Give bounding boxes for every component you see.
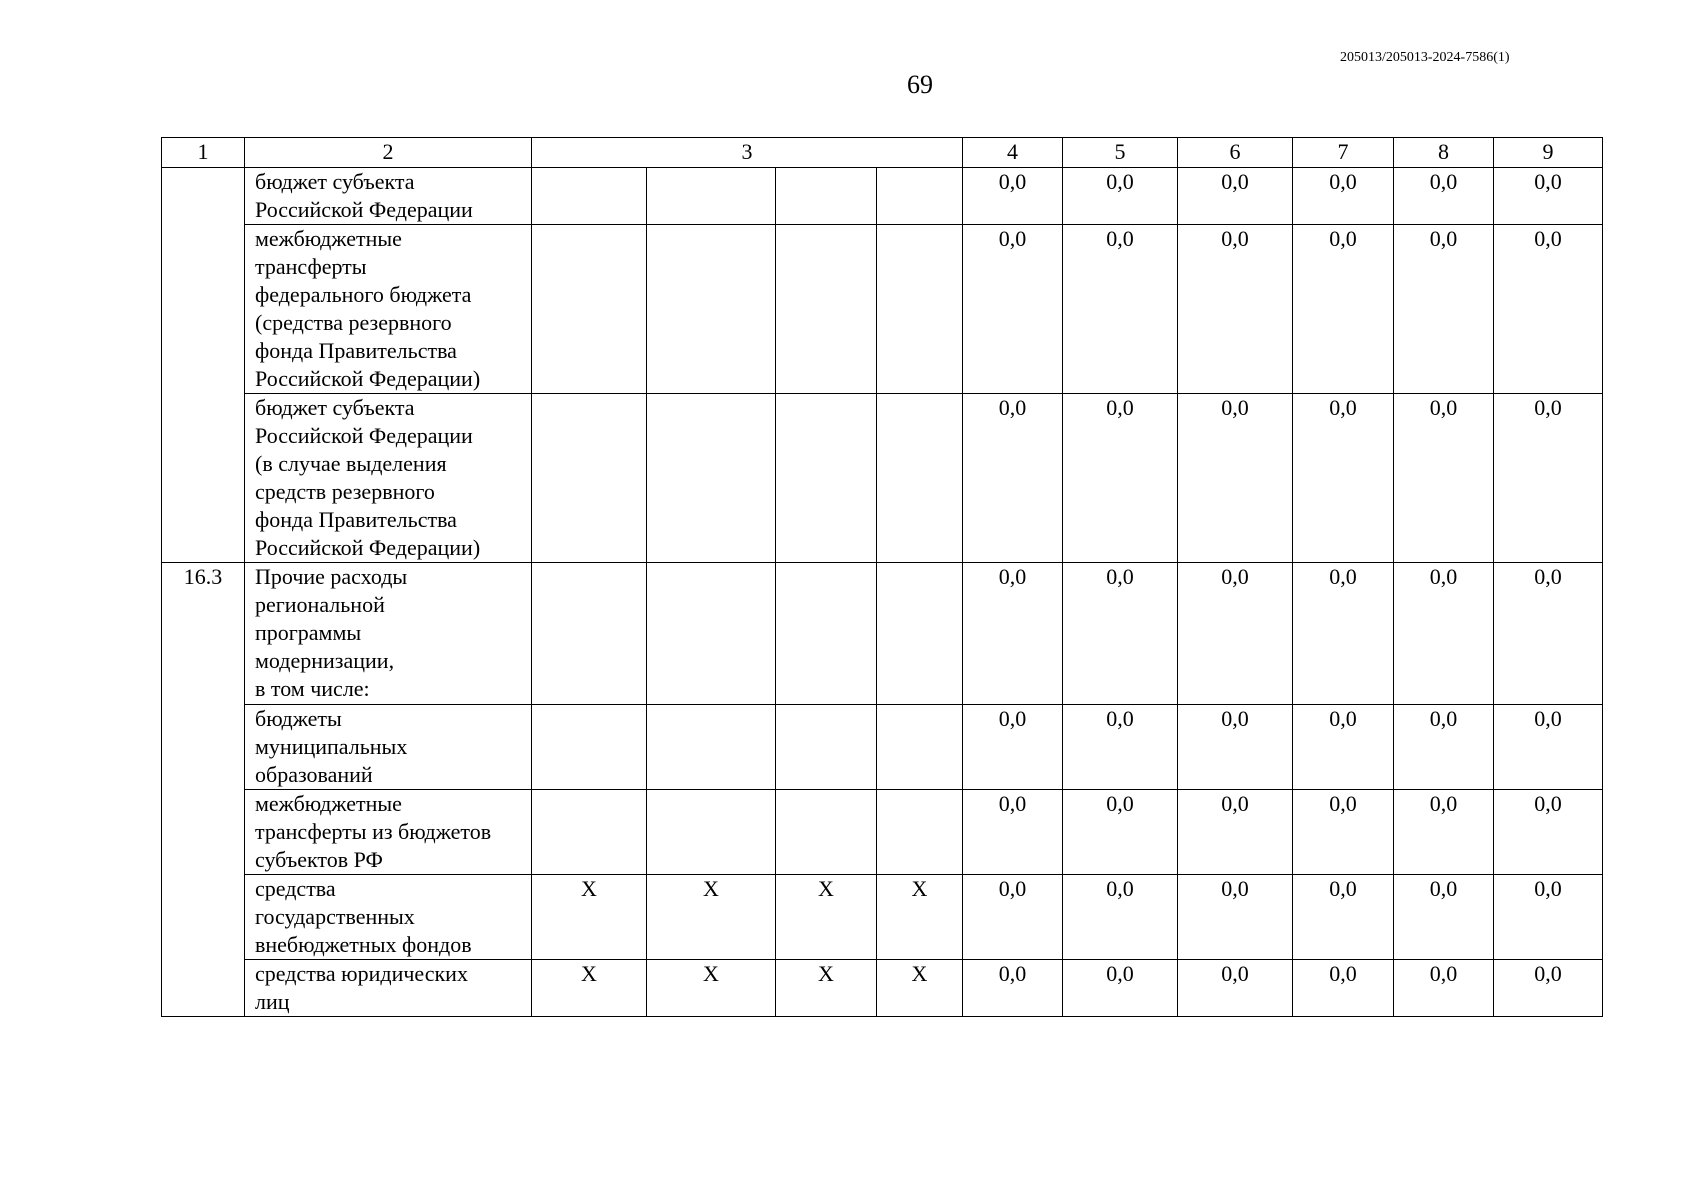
column-3-subcell [647,168,776,225]
value-cell-col-4 [963,225,1063,394]
value-cell-col-7 [1293,225,1394,394]
value-cell-col-7-text: 0,0 [1329,226,1357,251]
value-cell-col-4-text: 0,0 [998,791,1027,816]
value-cell-col-4-text: 0,0 [998,395,1027,420]
table-row [162,790,1603,875]
value-cell-col-6 [1178,394,1293,563]
table-row [162,705,1603,790]
column-3-subcell [877,394,963,563]
value-cell-col-7-text: 0,0 [1329,961,1357,986]
value-cell-col-6-text: 0,0 [1221,876,1249,901]
column-3-subcell-text: X [581,961,597,986]
column-header-4-text: 4 [1007,139,1018,164]
value-cell-col-9-text: 0,0 [1534,226,1562,251]
value-cell-col-5-text: 0,0 [1106,706,1134,731]
column-3-subcell [532,168,647,225]
value-cell-col-5-text: 0,0 [1106,169,1134,194]
page-number: 69 [907,70,933,99]
value-cell-col-6 [1178,168,1293,225]
value-cell-col-4-text: 0,0 [998,226,1027,251]
table-row [162,168,1603,225]
value-cell-col-9-text: 0,0 [1534,169,1562,194]
value-cell-col-5 [1063,960,1178,1017]
column-3-subcell [776,394,877,563]
column-3-subcell [647,563,776,705]
value-cell-col-6-text: 0,0 [1221,395,1249,420]
column-header-1 [162,138,245,168]
value-cell-col-5-text: 0,0 [1106,395,1134,420]
row-label-cell-text: бюджет субъекта Российской Федерации (в случае выделения средств резервного фонда Правительства Российской Федерации) [255,395,481,560]
value-cell-col-4 [963,168,1063,225]
value-cell-col-9 [1494,960,1603,1017]
column-3-subcell [776,960,877,1017]
column-3-subcell [877,168,963,225]
column-3-subcell [877,790,963,875]
column-3-subcell [776,225,877,394]
value-cell-col-7 [1293,563,1394,705]
column-3-subcell [877,225,963,394]
value-cell-col-8 [1394,563,1494,705]
column-3-subcell [776,168,877,225]
value-cell-col-4 [963,394,1063,563]
row-label-cell [245,563,532,705]
value-cell-col-4-text: 0,0 [998,169,1027,194]
row-label-cell-text: бюджет субъекта Российской Федерации [255,169,473,222]
value-cell-col-8-text: 0,0 [1429,169,1458,194]
value-cell-col-6 [1178,875,1293,960]
value-cell-col-9 [1494,225,1603,394]
column-3-subcell-text: X [911,876,928,901]
row-label-cell [245,960,532,1017]
value-cell-col-8 [1394,394,1494,563]
column-header-5 [1063,138,1178,168]
value-cell-col-5 [1063,705,1178,790]
value-cell-col-6-text: 0,0 [1221,961,1249,986]
value-cell-col-7 [1293,705,1394,790]
row-label-cell-text: межбюджетные трансферты федерального бюджета (средства резервного фонда Правительства Российской Федерации) [255,226,481,391]
column-3-subcell [647,225,776,394]
value-cell-col-9 [1494,563,1603,705]
column-header-1-text: 1 [197,139,209,164]
value-cell-col-8 [1394,875,1494,960]
value-cell-col-5 [1063,394,1178,563]
value-cell-col-6 [1178,225,1293,394]
value-cell-col-6-text: 0,0 [1221,169,1249,194]
table-row [162,394,1603,563]
budget-table [161,137,1603,1017]
value-cell-col-8-text: 0,0 [1429,226,1458,251]
column-3-subcell [877,563,963,705]
column-3-subcell-text: X [703,961,719,986]
value-cell-col-7 [1293,875,1394,960]
value-cell-col-5 [1063,875,1178,960]
value-cell-col-9 [1494,705,1603,790]
row-label-cell [245,168,532,225]
value-cell-col-4-text: 0,0 [998,876,1027,901]
value-cell-col-5-text: 0,0 [1106,564,1134,589]
value-cell-col-8-text: 0,0 [1429,395,1458,420]
value-cell-col-6 [1178,705,1293,790]
column-3-subcell [776,705,877,790]
row-label-cell [245,225,532,394]
column-3-subcell [532,875,647,960]
value-cell-col-9 [1494,875,1603,960]
column-header-6-text: 6 [1229,139,1241,164]
row-number-cell [162,168,245,563]
table-row [162,875,1603,960]
value-cell-col-8 [1394,705,1494,790]
value-cell-col-9-text: 0,0 [1534,564,1562,589]
value-cell-col-4 [963,705,1063,790]
row-label-cell-text: средства юридических лиц [255,961,468,1014]
column-header-8 [1394,138,1494,168]
value-cell-col-5-text: 0,0 [1106,961,1134,986]
value-cell-col-5 [1063,225,1178,394]
value-cell-col-4 [963,960,1063,1017]
value-cell-col-4 [963,563,1063,705]
value-cell-col-6-text: 0,0 [1221,791,1249,816]
value-cell-col-8-text: 0,0 [1429,876,1458,901]
value-cell-col-8-text: 0,0 [1429,961,1458,986]
column-3-subcell-text: X [703,876,719,901]
value-cell-col-7-text: 0,0 [1329,791,1357,816]
column-3-subcell [877,875,963,960]
value-cell-col-9-text: 0,0 [1534,961,1562,986]
value-cell-col-4-text: 0,0 [998,961,1027,986]
value-cell-col-9-text: 0,0 [1534,395,1562,420]
column-3-subcell-text: X [818,876,834,901]
column-header-8-text: 8 [1438,139,1449,164]
value-cell-col-8-text: 0,0 [1429,791,1458,816]
column-3-subcell [877,960,963,1017]
row-label-cell-text: Прочие расходы региональной программы модернизации, в том числе: [255,564,408,701]
column-header-7 [1293,138,1394,168]
value-cell-col-9 [1494,168,1603,225]
column-3-subcell [647,394,776,563]
value-cell-col-6-text: 0,0 [1221,226,1249,251]
value-cell-col-4-text: 0,0 [998,706,1027,731]
column-3-subcell [776,563,877,705]
value-cell-col-8-text: 0,0 [1429,564,1458,589]
column-3-subcell [647,960,776,1017]
value-cell-col-7-text: 0,0 [1329,706,1357,731]
row-label-cell-text: бюджеты муниципальных образований [255,706,408,787]
value-cell-col-7 [1293,168,1394,225]
row-label-cell [245,875,532,960]
value-cell-col-5-text: 0,0 [1106,226,1134,251]
row-label-cell [245,790,532,875]
column-3-subcell-text: X [818,961,834,986]
row-number-cell-text: 16.3 [183,564,223,589]
row-label-cell [245,394,532,563]
column-header-5-text: 5 [1114,139,1126,164]
column-3-subcell [532,705,647,790]
column-header-9-text: 9 [1542,139,1554,164]
table-row [162,225,1603,394]
column-3-subcell [776,875,877,960]
column-3-subcell [647,875,776,960]
value-cell-col-4-text: 0,0 [998,564,1027,589]
value-cell-col-8 [1394,168,1494,225]
table-row [162,563,1603,705]
row-label-cell [245,705,532,790]
value-cell-col-5 [1063,790,1178,875]
value-cell-col-5 [1063,168,1178,225]
value-cell-col-6-text: 0,0 [1221,706,1249,731]
column-header-3 [532,138,963,168]
column-3-subcell [532,563,647,705]
column-header-3-text: 3 [741,139,753,164]
value-cell-col-5 [1063,563,1178,705]
value-cell-col-7 [1293,960,1394,1017]
column-3-subcell [647,705,776,790]
value-cell-col-8 [1394,225,1494,394]
value-cell-col-9-text: 0,0 [1534,876,1562,901]
column-header-2-text: 2 [382,139,394,164]
value-cell-col-5-text: 0,0 [1106,791,1134,816]
value-cell-col-4 [963,875,1063,960]
value-cell-col-7-text: 0,0 [1329,395,1357,420]
column-header-row [162,138,1603,168]
column-3-subcell [532,960,647,1017]
table-row [162,960,1603,1017]
value-cell-col-8 [1394,790,1494,875]
row-label-cell-text: межбюджетные трансферты из бюджетов субъектов РФ [255,791,492,872]
value-cell-col-5-text: 0,0 [1106,876,1134,901]
column-header-7-text: 7 [1337,139,1349,164]
document-id: 205013/205013-2024-7586(1) [1340,50,1510,65]
column-3-subcell [532,225,647,394]
column-3-subcell-text: X [581,876,597,901]
value-cell-col-9 [1494,394,1603,563]
column-3-subcell [776,790,877,875]
value-cell-col-9 [1494,790,1603,875]
value-cell-col-6 [1178,960,1293,1017]
row-number-cell [162,563,245,1017]
column-header-4 [963,138,1063,168]
column-3-subcell [532,790,647,875]
value-cell-col-7-text: 0,0 [1329,169,1357,194]
row-label-cell-text: средства государственных внебюджетных фондов [255,876,472,957]
value-cell-col-4 [963,790,1063,875]
column-3-subcell [647,790,776,875]
value-cell-col-6-text: 0,0 [1221,564,1249,589]
value-cell-col-9-text: 0,0 [1534,706,1562,731]
column-3-subcell [532,394,647,563]
value-cell-col-7-text: 0,0 [1329,564,1357,589]
value-cell-col-7-text: 0,0 [1329,876,1357,901]
value-cell-col-9-text: 0,0 [1534,791,1562,816]
column-3-subcell-text: X [911,961,928,986]
value-cell-col-6 [1178,563,1293,705]
value-cell-col-7 [1293,394,1394,563]
value-cell-col-6 [1178,790,1293,875]
column-3-subcell [877,705,963,790]
column-header-2 [245,138,532,168]
column-header-6 [1178,138,1293,168]
column-header-9 [1494,138,1603,168]
value-cell-col-8 [1394,960,1494,1017]
value-cell-col-7 [1293,790,1394,875]
value-cell-col-8-text: 0,0 [1429,706,1458,731]
